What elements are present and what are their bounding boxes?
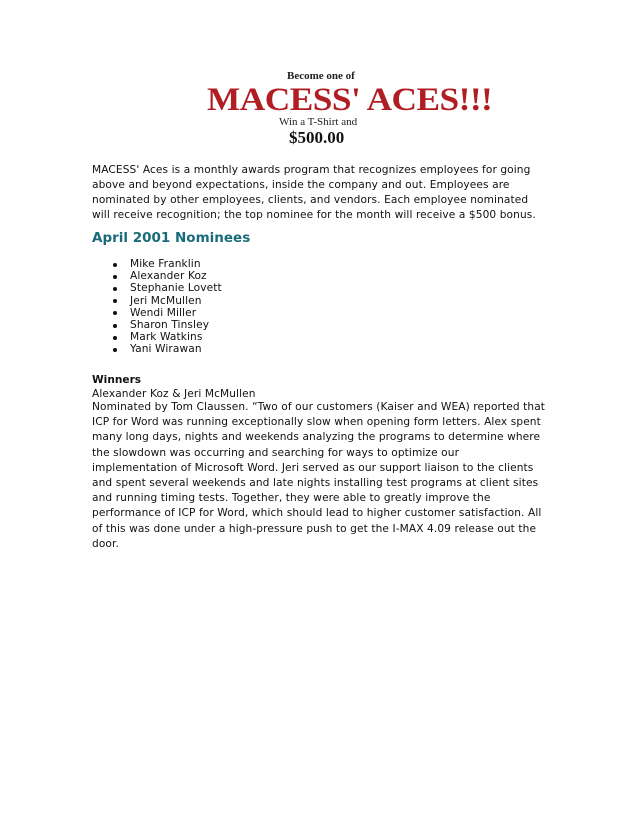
bullet-icon xyxy=(113,299,117,303)
bullet-icon xyxy=(113,336,117,340)
list-item xyxy=(92,319,222,331)
nominee-name: Wendi Miller xyxy=(130,306,197,319)
bullet-icon xyxy=(113,275,117,279)
list-item xyxy=(92,270,222,282)
nominee-name: Stephanie Lovett xyxy=(130,282,222,295)
nominees-heading: April 2001 Nominees xyxy=(92,230,251,246)
list-item xyxy=(92,331,222,343)
bullet-icon xyxy=(113,287,117,291)
intro-paragraph: MACESS' Aces is a monthly awards program that recognizes employees for going above and beyond expectations, inside the company and out. Employees are nominated by other employees, clients, and vendors. Each employee nominated will receive recognition; the top nominee for the month will receive a $500 bonus. xyxy=(92,164,536,221)
bullet-icon xyxy=(113,348,117,352)
list-item xyxy=(92,258,222,270)
winners-heading: Winners xyxy=(92,374,142,386)
winners-names: Alexander Koz & Jeri McMullen xyxy=(92,388,256,400)
list-item xyxy=(92,295,222,307)
nominee-name: Sharon Tinsley xyxy=(130,319,210,332)
nominee-name: Jeri McMullen xyxy=(130,294,202,307)
banner-title: MACESS' ACES!!! xyxy=(207,82,493,118)
bullet-icon xyxy=(113,324,117,328)
nominee-name: Mike Franklin xyxy=(130,258,201,270)
nominees-list xyxy=(92,258,222,356)
nominee-name: Mark Watkins xyxy=(130,331,203,344)
banner-become-text: Become one of xyxy=(287,70,355,82)
bullet-icon xyxy=(113,263,117,267)
nominee-name: Alexander Koz xyxy=(130,270,207,283)
banner-prize-text: Win a T-Shirt and xyxy=(279,116,358,128)
banner-prize-amount: $500.00 xyxy=(289,128,345,147)
list-item xyxy=(92,282,222,294)
winners-description: Nominated by Tom Claussen. “Two of our customers (Kaiser and WEA) reported that ICP for Word was running exceptionally slow when opening form letters. Alex spent many long days, nights and weekends analyzing the programs to determine where the slowdown was occurring and searching for ways to optimize our implementation of Microsoft Word. Jeri served as our support liaison to the clients and spent several weekends and late nights installing test programs at client sites and running timing tests. Together, they were able to greatly improve the performance of ICP for Word, which should lead to higher customer satisfaction. All of this was done under a high-pressure push to get the I-MAX 4.09 release out the door. xyxy=(92,401,546,550)
awards-banner xyxy=(205,68,493,158)
list-item xyxy=(92,343,222,355)
bullet-icon xyxy=(113,311,117,315)
nominee-name: Yani Wirawan xyxy=(130,343,202,356)
list-item xyxy=(92,307,222,319)
